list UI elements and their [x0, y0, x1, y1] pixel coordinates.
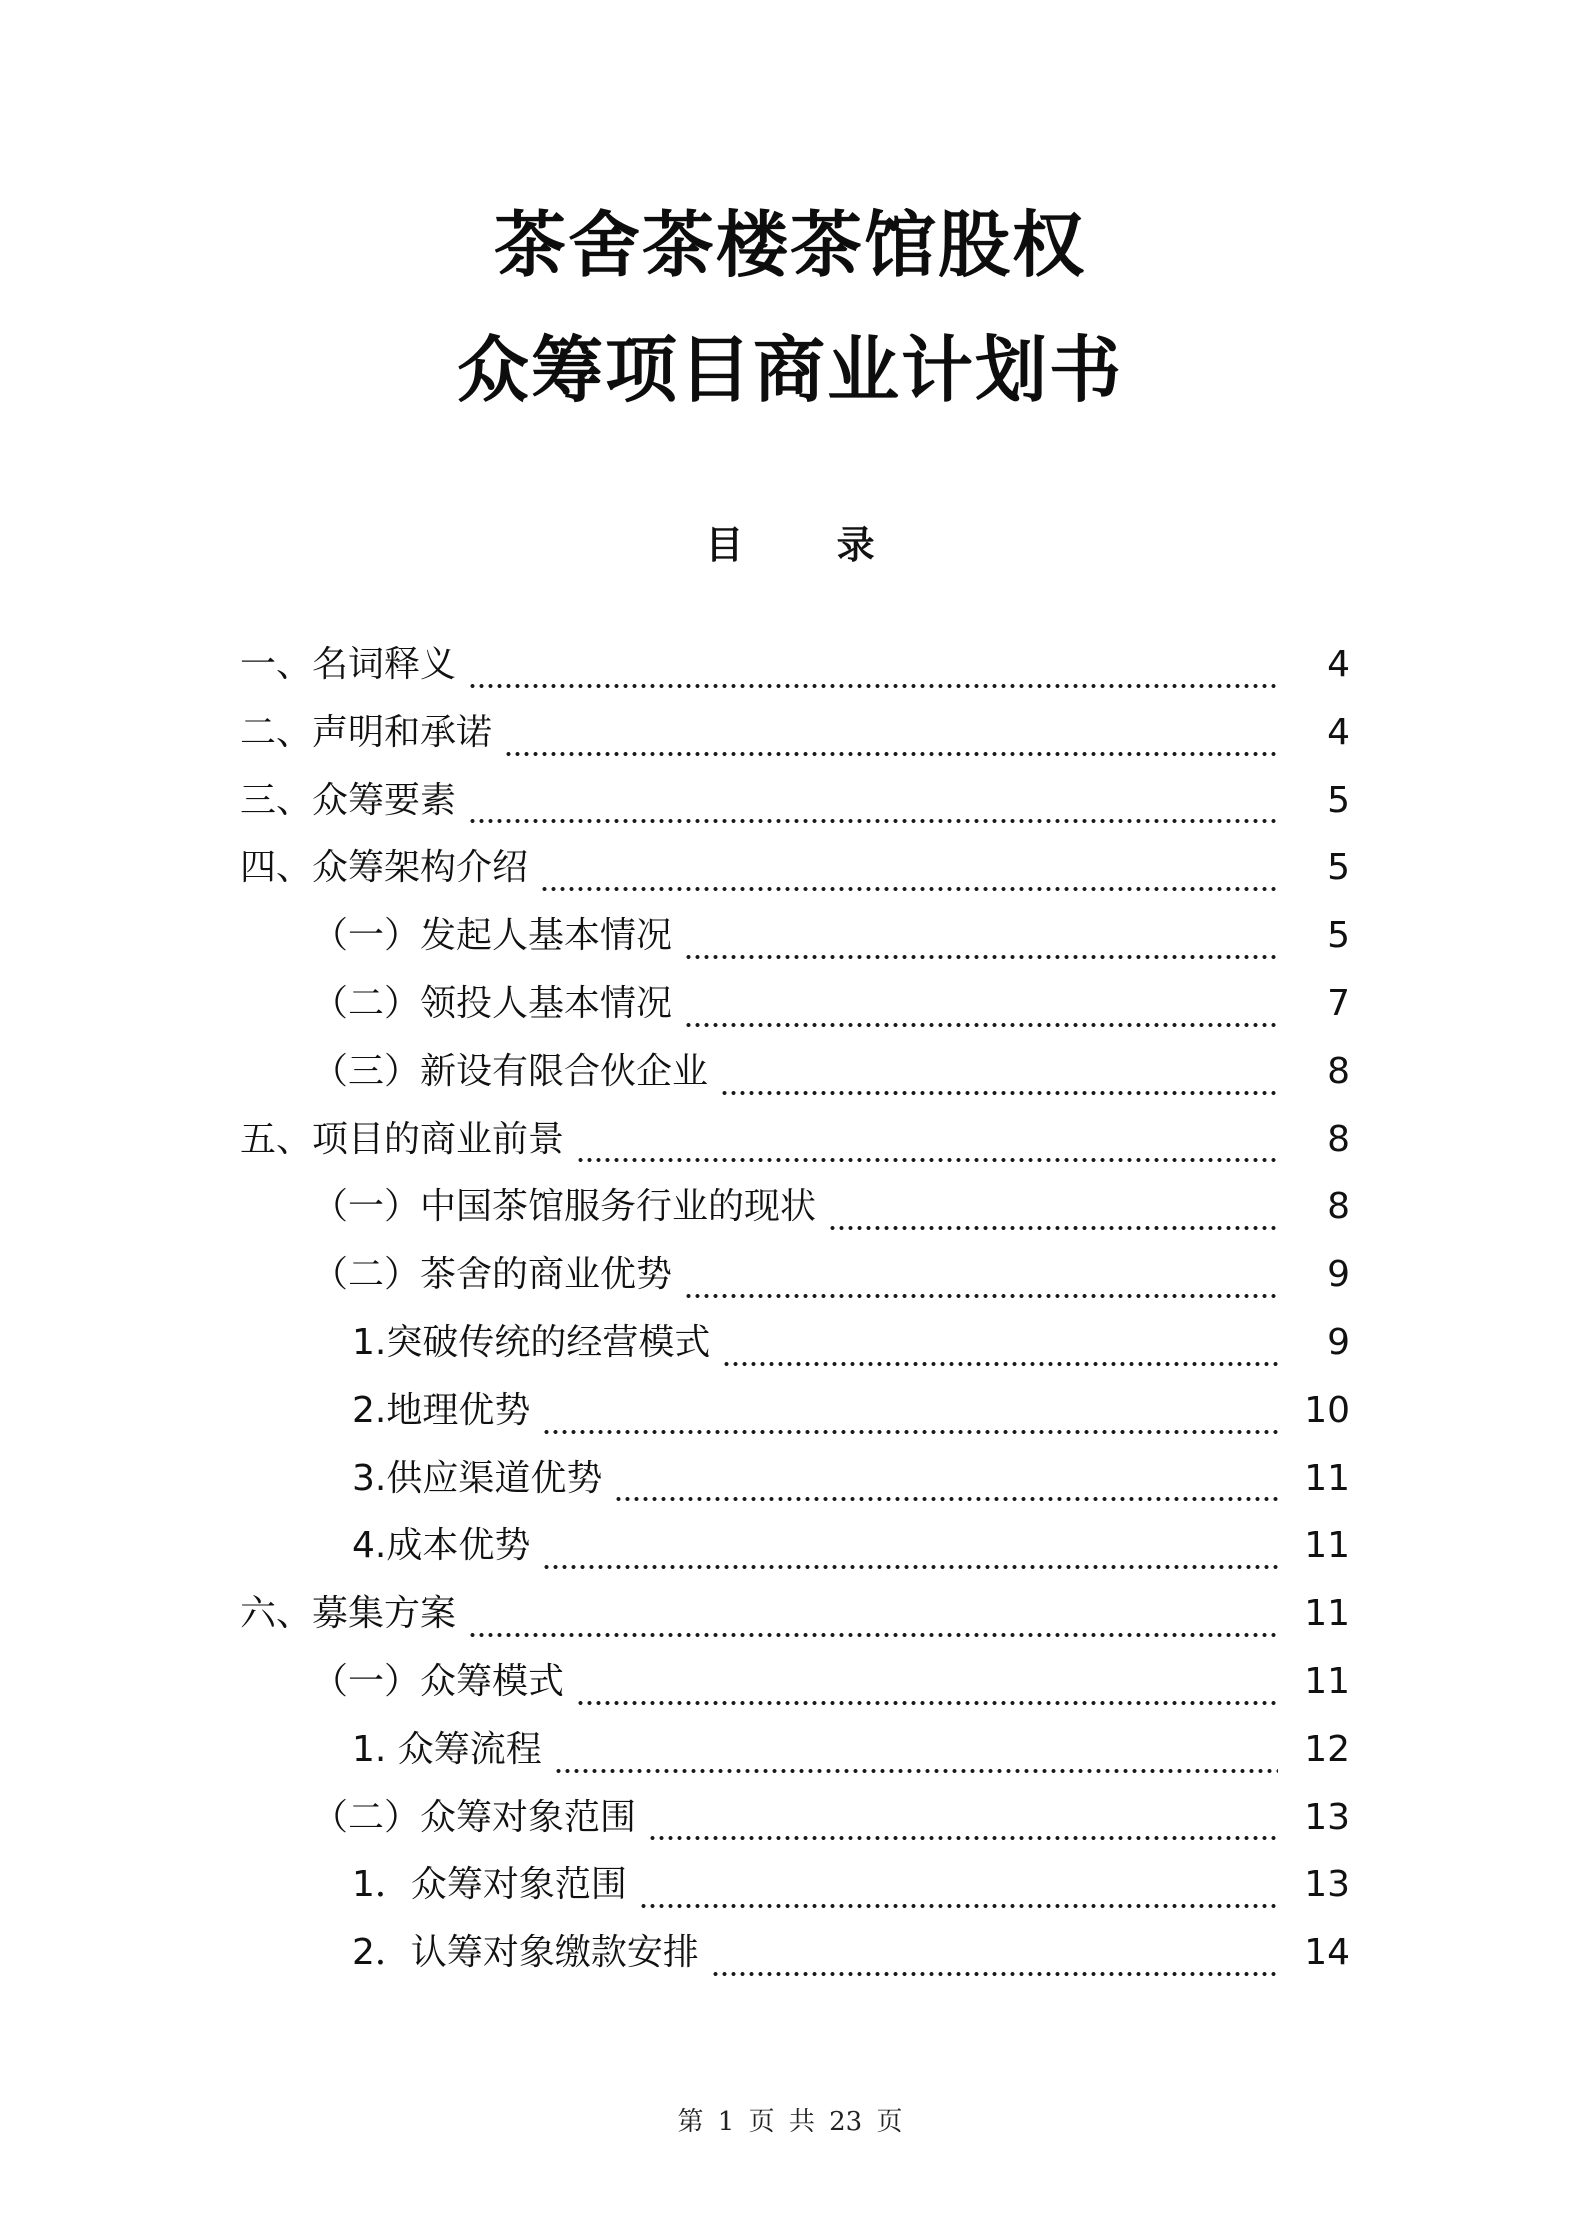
toc-dot-leader	[684, 1291, 1278, 1301]
toc-entry[interactable]	[240, 1047, 1350, 1115]
toc-entry[interactable]	[240, 1182, 1350, 1250]
toc-dot-leader	[576, 1698, 1278, 1708]
toc-entry-label: 1．众筹对象范围	[352, 1864, 627, 1906]
toc-entry-label: 三、众筹要素	[240, 779, 457, 821]
table-of-contents	[240, 640, 1350, 1996]
toc-entry-page-number: 13	[1304, 1864, 1350, 1906]
toc-entry[interactable]	[240, 1725, 1350, 1793]
document-title-line2: 众筹项目商业计划书	[456, 328, 1123, 412]
toc-entry[interactable]	[240, 1386, 1350, 1454]
toc-dot-leader	[468, 1630, 1278, 1640]
toc-dot-leader	[684, 1020, 1278, 1030]
toc-entry-page-number: 11	[1304, 1660, 1350, 1702]
toc-entry-label: 一、名词释义	[240, 644, 457, 685]
toc-entry[interactable]	[240, 1928, 1350, 1996]
toc-entry-page-number: 9	[1327, 1254, 1350, 1296]
toc-dot-leader	[684, 952, 1278, 962]
toc-entry[interactable]	[240, 776, 1350, 844]
toc-dot-leader	[639, 1901, 1278, 1911]
toc-entry-page-number: 7	[1327, 982, 1350, 1024]
toc-entry-label: （一）中国茶馆服务行业的现状	[312, 1186, 817, 1228]
toc-entry-label: 2.地理优势	[352, 1389, 531, 1431]
toc-entry-label: （二）领投人基本情况	[312, 982, 673, 1024]
toc-entry-page-number: 12	[1304, 1728, 1350, 1770]
toc-entry-label: 1. 众筹流程	[352, 1728, 542, 1770]
toc-dot-leader	[720, 1088, 1278, 1098]
toc-entry-page-number: 9	[1327, 1321, 1350, 1363]
toc-dot-leader	[576, 1155, 1278, 1165]
toc-entry-label: 2．认筹对象缴款安排	[352, 1932, 699, 1974]
toc-entry-label: 3.供应渠道优势	[352, 1457, 603, 1499]
toc-entry[interactable]	[240, 911, 1350, 979]
toc-entry-label: 五、项目的商业前景	[240, 1118, 565, 1160]
toc-entry-page-number: 5	[1327, 847, 1350, 889]
toc-entry[interactable]	[240, 843, 1350, 911]
toc-dot-leader	[542, 1427, 1278, 1437]
toc-entry[interactable]	[240, 1860, 1350, 1928]
toc-entry-page-number: 14	[1304, 1932, 1350, 1974]
toc-entry-label: 1.突破传统的经营模式	[352, 1321, 711, 1363]
toc-heading: 目 录	[705, 523, 915, 567]
toc-entry[interactable]	[240, 979, 1350, 1047]
toc-dot-leader	[554, 1766, 1278, 1776]
toc-dot-leader	[468, 681, 1278, 691]
toc-dot-leader	[542, 1562, 1278, 1572]
toc-entry-page-number: 10	[1304, 1389, 1350, 1431]
toc-entry-page-number: 4	[1327, 711, 1350, 753]
toc-entry-label: 二、声明和承诺	[240, 711, 493, 753]
toc-entry-page-number: 11	[1304, 1525, 1350, 1567]
toc-entry-page-number: 8	[1327, 1118, 1350, 1160]
toc-entry[interactable]	[240, 1589, 1350, 1657]
toc-entry[interactable]	[240, 1115, 1350, 1183]
document-title-line1: 茶舍茶楼茶馆股权	[493, 203, 1086, 287]
toc-entry[interactable]	[240, 640, 1350, 708]
toc-entry-label: （一）众筹模式	[312, 1660, 565, 1702]
toc-dot-leader	[711, 1969, 1278, 1979]
toc-entry-page-number: 5	[1327, 915, 1350, 957]
toc-dot-leader	[540, 884, 1278, 894]
toc-entry[interactable]	[240, 1521, 1350, 1589]
toc-entry-page-number: 11	[1304, 1593, 1350, 1635]
toc-entry[interactable]	[240, 1793, 1350, 1861]
toc-entry-label: （一）发起人基本情况	[312, 915, 673, 957]
toc-entry-label: （三）新设有限合伙企业	[312, 1050, 709, 1092]
toc-dot-leader	[648, 1833, 1278, 1843]
toc-entry[interactable]	[240, 1318, 1350, 1386]
toc-entry-page-number: 11	[1304, 1457, 1350, 1499]
toc-dot-leader	[468, 816, 1278, 826]
toc-entry-label: （二）众筹对象范围	[312, 1796, 637, 1838]
toc-entry-page-number: 8	[1327, 1186, 1350, 1228]
toc-entry-page-number: 4	[1327, 644, 1350, 685]
toc-entry[interactable]	[240, 708, 1350, 776]
toc-entry-label: 4.成本优势	[352, 1525, 531, 1567]
toc-dot-leader	[722, 1359, 1278, 1369]
toc-entry-page-number: 13	[1304, 1796, 1350, 1838]
toc-dot-leader	[614, 1494, 1278, 1504]
toc-entry-label: 六、募集方案	[240, 1593, 457, 1635]
toc-entry-page-number: 8	[1327, 1050, 1350, 1092]
page-footer: 第 1 页 共 23 页	[677, 2107, 903, 2137]
toc-entry[interactable]	[240, 1657, 1350, 1725]
toc-entry-page-number: 5	[1327, 779, 1350, 821]
toc-entry-label: （二）茶舍的商业优势	[312, 1254, 673, 1296]
toc-entry-label: 四、众筹架构介绍	[240, 847, 529, 889]
toc-dot-leader	[828, 1223, 1278, 1233]
toc-dot-leader	[504, 749, 1278, 759]
toc-entry[interactable]	[240, 1250, 1350, 1318]
toc-entry[interactable]	[240, 1454, 1350, 1522]
